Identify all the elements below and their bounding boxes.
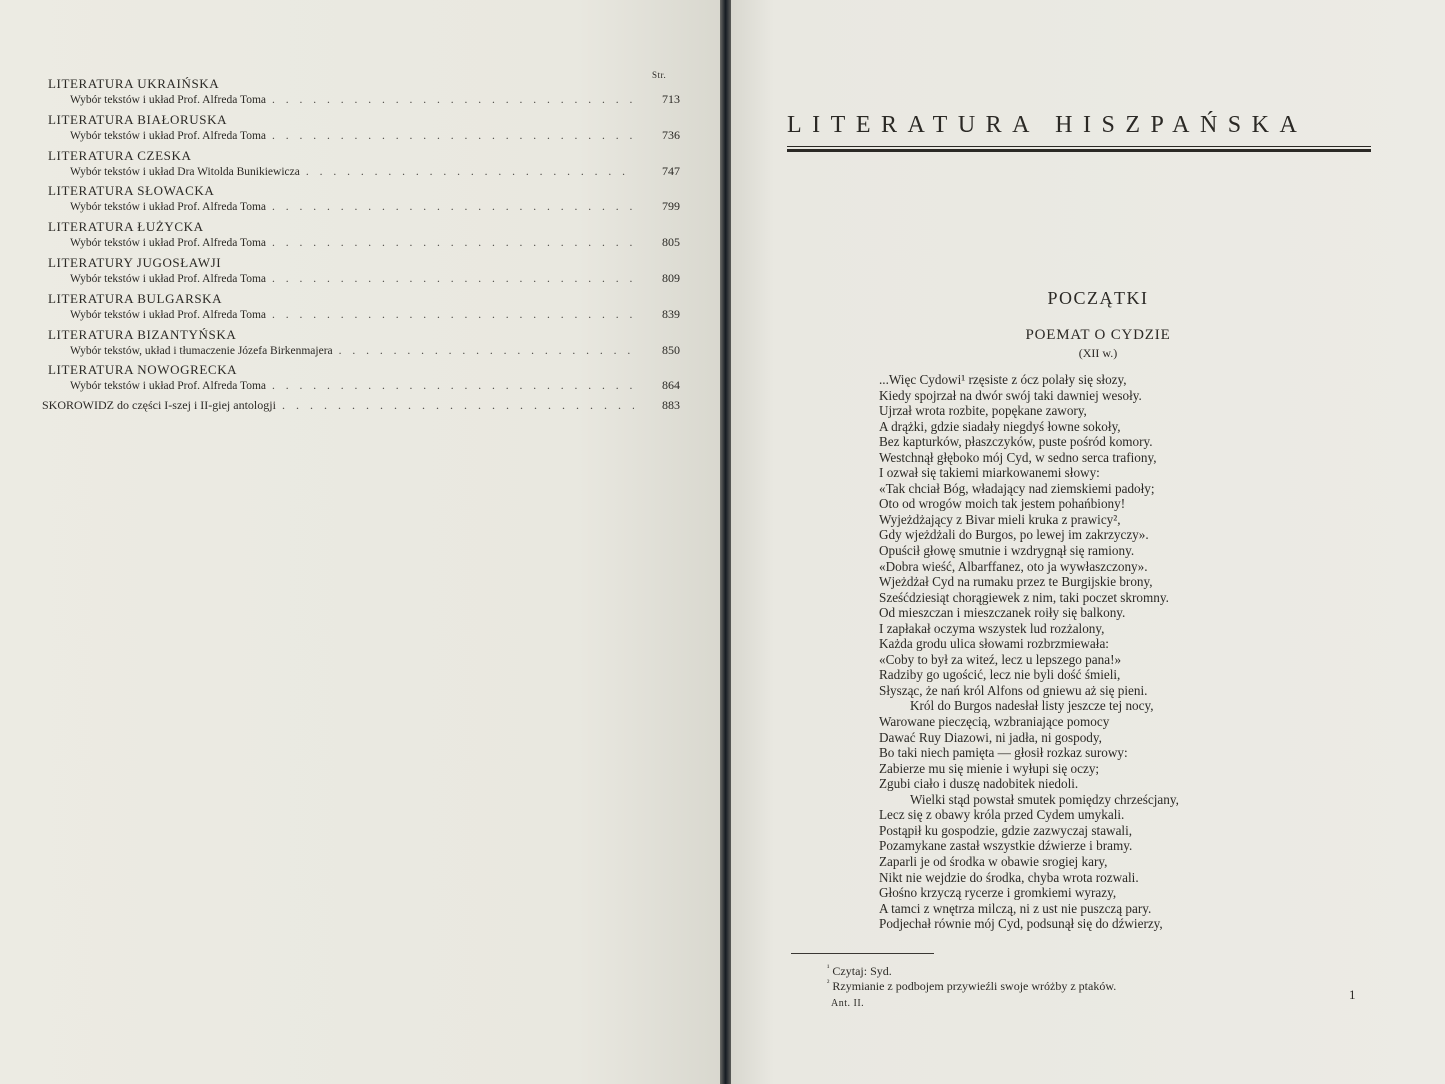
toc-entry <box>40 283 680 319</box>
poem-line: Gdy wjeżdżali do Burgos, po lewej im zakrzyczy». <box>879 527 1149 543</box>
footnote-text: Czytaj: Syd. <box>832 964 892 978</box>
toc-page-number: 736 <box>662 127 680 142</box>
poem-line: Opuścił głowę smutnie i wzdrygnął się ramiony. <box>879 543 1135 559</box>
left-page <box>0 0 720 1084</box>
toc-section-title: LITERATURA ŁUŻYCKA <box>48 219 204 235</box>
poem-line: Bo taki niech pamięta — głosił rozkaz surowy: <box>879 745 1128 761</box>
toc-description: Wybór tekstów i układ Prof. Alfreda Toma <box>70 94 266 106</box>
toc-section-title: LITERATURA NOWOGRECKA <box>48 362 238 378</box>
toc-description: Wybór tekstów i układ Prof. Alfreda Toma <box>70 308 266 321</box>
poem-line: I zapłakał oczyma wszystek lud rozżalony, <box>879 620 1105 636</box>
poem-line: Król do Burgos nadesłał listy jeszcze tej nocy, <box>910 698 1154 714</box>
toc-final-page: 883 <box>662 398 680 412</box>
poem-line: Postąpił ku gospodzie, gdzie zazwyczaj stawali, <box>879 822 1133 838</box>
section-heading: POCZĄTKI <box>1047 288 1149 308</box>
poem-line: Radziby go ugościć, lecz nie byli dość śmieli, <box>879 667 1121 683</box>
footnote <box>827 979 1116 994</box>
toc-page-number: 805 <box>662 235 680 250</box>
printer-signature: Ant. II. <box>831 998 865 1009</box>
toc-page-number: 850 <box>662 342 680 357</box>
toc-section-title: LITERATURY JUGOSŁAWJI <box>48 254 222 270</box>
toc-section-title: LITERATURA BULGARSKA <box>48 290 223 306</box>
poem-line: Westchnął głęboko mój Cyd, w sedno serca trafiony, <box>879 449 1157 465</box>
poem-line: A drążki, gdzie siadały niegdyś łowne sokoły, <box>879 418 1121 434</box>
poem-line: Od mieszczan i mieszczanek roiły się balkony. <box>879 605 1126 621</box>
toc-section-title: LITERATURA UKRAIŃSKA <box>48 76 220 91</box>
toc-description: Wybór tekstów i układ Prof. Alfreda Toma <box>70 272 266 285</box>
poem-line: Słysząc, że nań król Alfons od gniewu aż się pieni. <box>879 682 1148 698</box>
poem-line: «Tak chciał Bóg, władający nad ziemskiemi padoły; <box>879 480 1155 496</box>
poem-line: Wjeżdżał Cyd na rumaku przez te Burgijskie brony, <box>879 574 1153 590</box>
toc-entry <box>40 211 680 250</box>
poem-line: Oto od wrogów moich tak jestem pohańbiony! <box>879 496 1126 512</box>
poem-line: I ozwał się takiemi miarkowanemi słowy: <box>879 465 1100 481</box>
toc-page-number: 864 <box>662 378 680 393</box>
table-of-contents <box>40 68 680 412</box>
poem-line: Warowane pieczęcią, wzbraniające pomocy <box>879 714 1110 730</box>
poem-line: Kiedy spojrzał na dwór swój taki dawniej wesoły. <box>879 387 1142 403</box>
poem-line: «Dobra wieść, Albarffanez, oto ja wywłaszczony». <box>879 558 1148 574</box>
toc-page-number: 747 <box>662 163 680 178</box>
footnote-mark: ¹ <box>827 963 830 972</box>
poem-line: Głośno krzyczą rycerze i gromkiemi wyrazy, <box>879 885 1117 901</box>
footnote-text: Rzymianie z podbojem przywieźli swoje wróżby z ptaków. <box>832 979 1117 993</box>
toc-entry <box>40 247 680 283</box>
toc-final-entry <box>42 398 680 413</box>
toc-final-text: SKOROWIDZ do części I-szej i II-giej antologji <box>42 398 276 412</box>
toc-description: Wybór tekstów, układ i tłumaczenie Józefa Birkenmajera <box>70 344 333 357</box>
footnote-mark: ² <box>827 978 830 987</box>
poem-line: Nikt nie wejdzie do środka, chyba wrota rozwali. <box>879 869 1139 885</box>
footnote-rule <box>791 953 934 954</box>
footnote <box>827 964 1116 979</box>
poem-line: Zaparli je od środka w obawie srogiej kary, <box>879 853 1108 869</box>
toc-section-title: LITERATURA BIAŁORUSKA <box>48 111 228 127</box>
toc-leader-dots <box>272 380 634 392</box>
toc-description: Wybór tekstów i układ Dra Witolda Bunikiewicza <box>70 165 300 178</box>
toc-description: Wybór tekstów i układ Prof. Alfreda Toma <box>70 201 266 214</box>
poem-line: Wielki stąd powstał smutek pomiędzy chrześcjany, <box>910 791 1179 807</box>
poem-date: (XII w.) <box>1078 346 1118 360</box>
toc-page-number: 809 <box>662 270 680 285</box>
poem-line: ...Więc Cydowi¹ rzęsiste z ócz polały się słozy, <box>879 372 1127 387</box>
poem-line: Podjechał równie mój Cyd, podsunął się do dźwierzy, <box>879 916 1163 932</box>
poem-line: Każda grodu ulica słowami rozbrzmiewała: <box>879 636 1109 652</box>
poem-title: POEMAT O CYDZIE <box>1025 327 1171 343</box>
poem-text <box>879 372 1279 932</box>
poem-line: Ujrzał wrota rozbite, popękane zawory, <box>879 403 1087 419</box>
poem-line: Wyjeżdżający z Bivar mieli kruka z prawicy², <box>879 511 1121 527</box>
toc-section-title: LITERATURA SŁOWACKA <box>48 183 215 199</box>
page-number: 1 <box>1349 987 1356 1002</box>
toc-section-title: LITERATURA CZESKA <box>48 147 192 163</box>
toc-page-number: 839 <box>662 306 680 321</box>
toc-page-number: 713 <box>662 92 680 106</box>
poem-line: «Coby to był za witeź, lecz u lepszego pana!» <box>879 651 1122 667</box>
toc-entry <box>40 104 680 140</box>
right-page <box>731 0 1445 1084</box>
poem-line: Bez kapturków, płaszczyków, puste pośród komory. <box>879 434 1153 450</box>
title-rule <box>787 146 1371 152</box>
toc-entries <box>40 68 680 393</box>
toc-entry <box>40 354 680 393</box>
poem-line: Lecz się z obawy króla przed Cydem umykali. <box>879 807 1125 823</box>
toc-page-number: 799 <box>662 199 680 214</box>
toc-leader-dots <box>282 398 634 413</box>
toc-description: Wybór tekstów i układ Prof. Alfreda Toma <box>70 129 266 142</box>
poem-line: Zabierze mu się mienie i wyłupi się oczy; <box>879 760 1100 776</box>
poem-line: Pozamykane zastał wszystkie dźwierze i bramy. <box>879 838 1133 854</box>
toc-description: Wybór tekstów i układ Prof. Alfreda Toma <box>70 237 266 250</box>
footnotes <box>827 964 1116 994</box>
toc-entry <box>40 319 680 355</box>
toc-line <box>70 378 680 393</box>
toc-entry <box>40 175 680 214</box>
toc-section-title: LITERATURA BIZANTYŃSKA <box>48 326 237 342</box>
page-column-label: Str. <box>652 70 667 80</box>
poem-line: Zgubi ciało i duszę nadobitek niedoli. <box>879 776 1079 792</box>
poem-line: Dawać Ruy Diazowi, ni jadła, ni gospody, <box>879 729 1102 745</box>
chapter-title: LITERATURA HISZPAŃSKA <box>787 112 1308 138</box>
toc-description: Wybór tekstów i układ Prof. Alfreda Toma <box>70 380 266 393</box>
poem-line: A tamci z wnętrza milczą, ni z ust nie puszczą pary. <box>879 900 1152 916</box>
toc-entry <box>40 68 680 104</box>
toc-entry <box>40 140 680 176</box>
book-gutter <box>720 0 731 1084</box>
poem-line: Sześćdziesiąt chorągiewek z nim, taki poczet skromny. <box>879 589 1169 605</box>
